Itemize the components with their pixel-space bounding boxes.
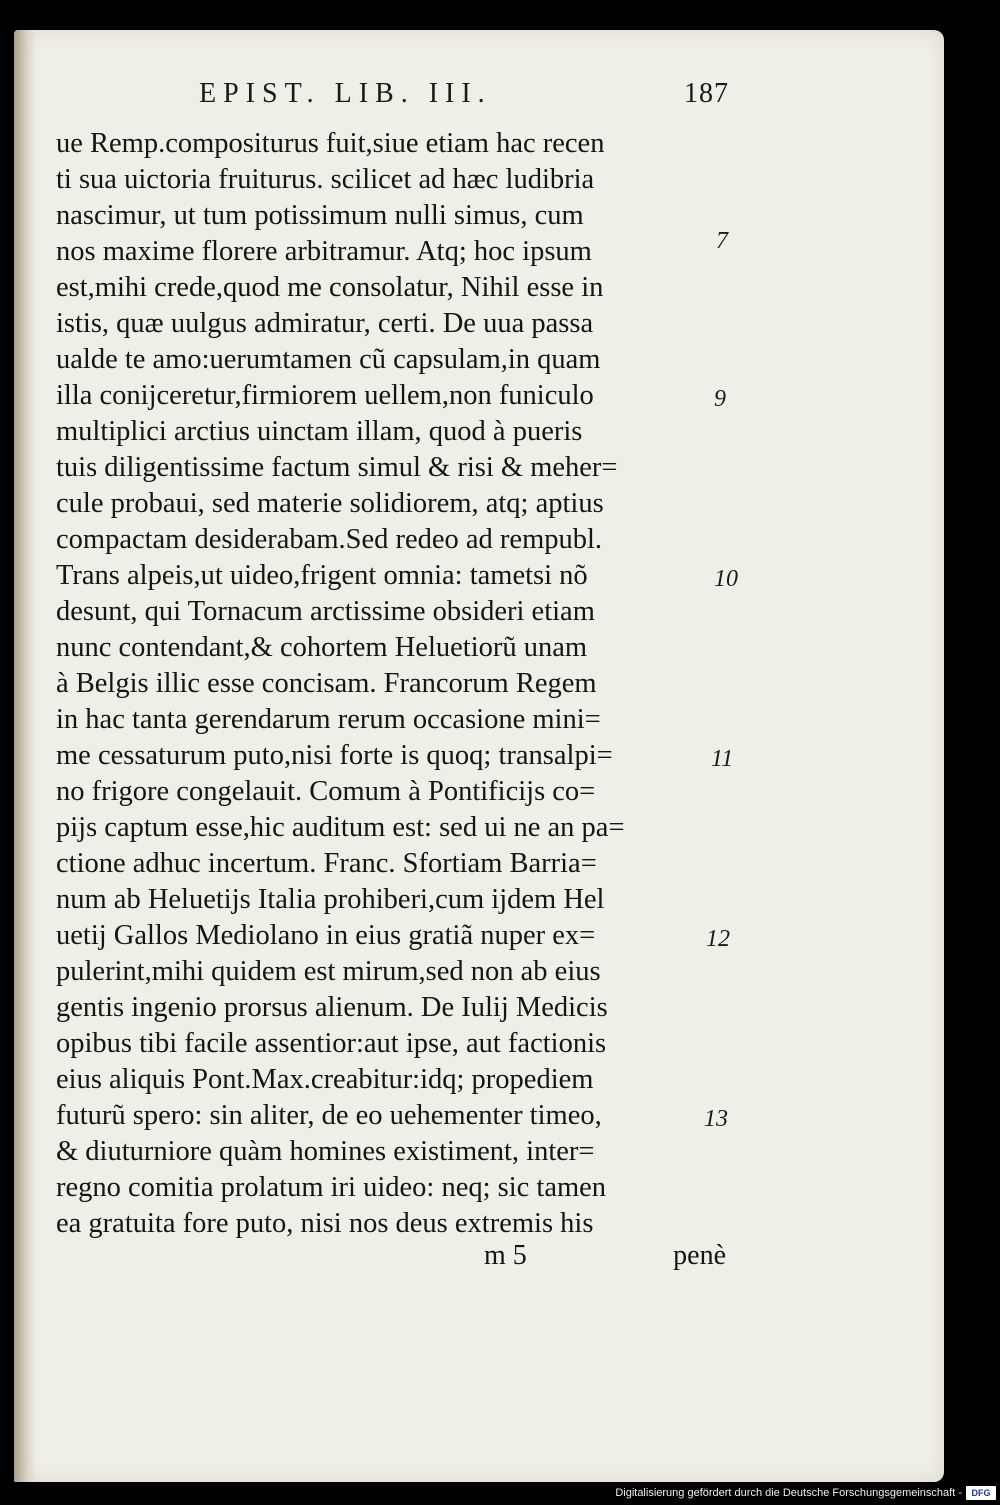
text-line: ue Remp.compositurus fuit,siue etiam hac recen [56,128,605,159]
text-line: num ab Heluetijs Italia prohiberi,cum ijdem Hel [56,884,605,915]
text-line: pijs captum esse,hic auditum est: sed ui ne an pa= [56,812,625,843]
footer-bar [0,1483,1000,1505]
text-line: ti sua uictoria fruiturus. scilicet ad hæc ludibria [56,164,595,195]
text-line: opibus tibi facile assentior:aut ipse, aut factionis [56,1028,607,1059]
text-line: Trans alpeis,ut uideo,frigent omnia: tametsi nõ [56,560,588,591]
text-line: desunt, qui Tornacum arctissime obsideri etiam [56,596,595,627]
page-gutter [14,30,36,1482]
text-line: nunc contendant,& cohortem Heluetiorũ unam [56,632,588,663]
text-line: futurũ spero: sin aliter, de eo uehementer timeo, [56,1100,602,1131]
margin-number: 7 [716,228,728,254]
text-line: eius aliquis Pont.Max.creabitur:idq; propediem [56,1064,594,1095]
page-number: 187 [684,78,729,109]
text-line: nascimur, ut tum potissimum nulli simus, cum [56,200,584,231]
text-line: in hac tanta gerendarum rerum occasione mini= [56,704,601,735]
catchline [56,1240,726,1276]
margin-number: 12 [706,926,730,952]
text-line: regno comitia prolatum iri uideo: neq; sic tamen [56,1172,607,1203]
text-block [56,126,756,1242]
text-line: à Belgis illic esse concisam. Francorum Regem [56,668,597,699]
catchword: penè [673,1240,726,1271]
text-line: ualde te amo:uerumtamen cũ capsulam,in quam [56,344,601,375]
margin-number: 10 [714,566,738,592]
text-line: istis, quæ uulgus admiratur, certi. De uua passa [56,308,594,339]
margin-number: 11 [711,746,734,772]
text-line: pulerint,mihi quidem est mirum,sed non ab eius [56,956,601,987]
text-line: illa conijceretur,firmiorem uellem,non funiculo [56,380,594,411]
margin-number: 9 [714,386,726,412]
text-line: est,mihi crede,quod me consolatur, Nihil esse in [56,272,604,303]
text-line: gentis ingenio prorsus alienum. De Iulij Medicis [56,992,608,1023]
book-page [14,30,944,1482]
text-line: tuis diligentissime factum simul & risi & meher= [56,452,618,483]
footer-credit: Digitalisierung gefördert durch die Deutsche Forschungsgemeinschaft - [615,1487,962,1499]
text-line: me cessaturum puto,nisi forte is quoq; transalpi= [56,740,613,771]
text-line: ctione adhuc incertum. Franc. Sfortiam Barria= [56,848,597,879]
margin-number: 13 [704,1106,728,1132]
text-line: cule probaui, sed materie solidiorem, atq; aptius [56,488,604,519]
text-line: no frigore congelauit. Comum à Pontificijs co= [56,776,596,807]
dfg-logo: DFG [966,1486,996,1500]
signature-mark: m 5 [484,1240,527,1271]
text-line: multiplici arctius uinctam illam, quod à pueris [56,416,583,447]
running-head [199,78,729,110]
text-line: ea gratuita fore puto, nisi nos deus extremis his [56,1208,594,1239]
running-head-title: EPIST. LIB. III. [199,78,492,109]
text-line: nos maxime florere arbitramur. Atq; hoc ipsum [56,236,592,267]
text-line: compactam desiderabam.Sed redeo ad rempubl. [56,524,603,555]
text-line: & diuturniore quàm homines existiment, inter= [56,1136,595,1167]
text-line: uetij Gallos Mediolano in eius gratiã nuper ex= [56,920,596,951]
